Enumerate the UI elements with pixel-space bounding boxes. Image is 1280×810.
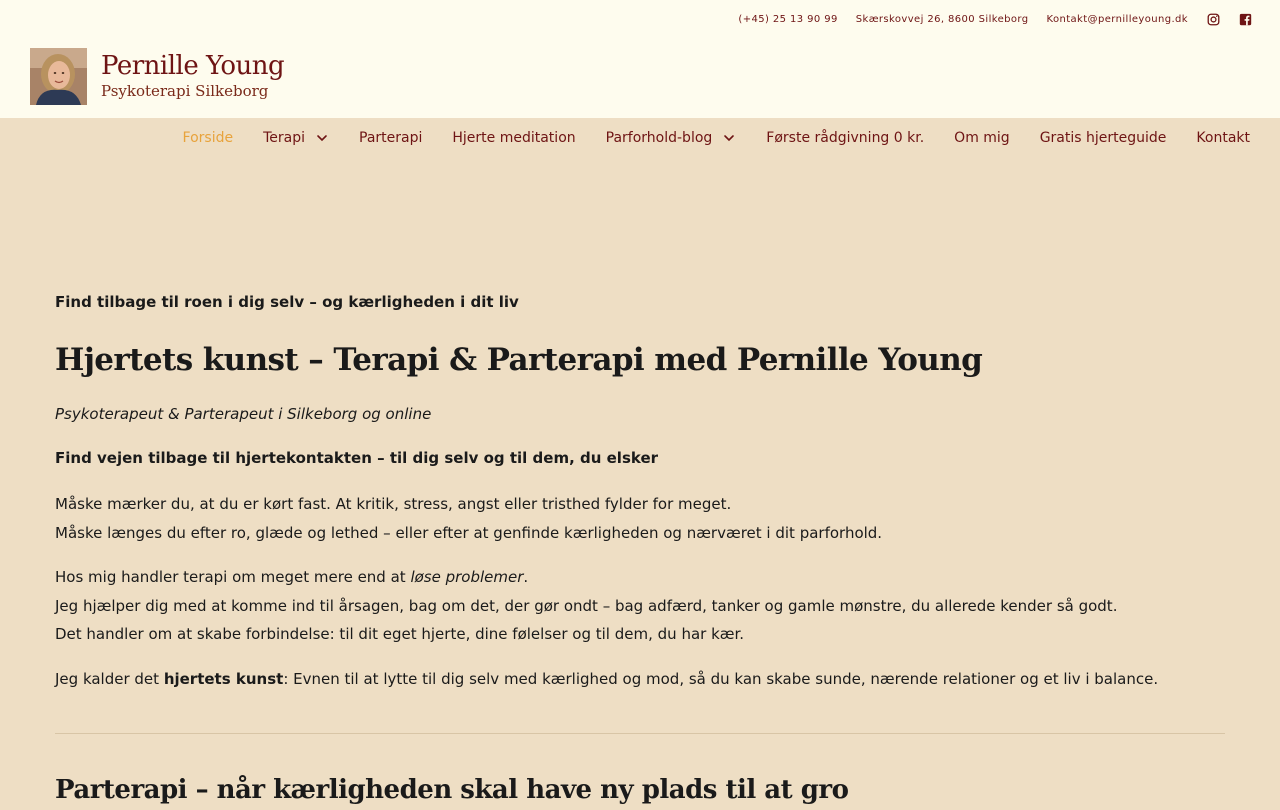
address-link[interactable]: Skærskovvej 26, 8600 Silkeborg xyxy=(855,13,1029,25)
intro-line: Måske længes du efter ro, glæde og lethed – eller efter at genfinde kærligheden og nærværet i dit parforhold. xyxy=(55,523,883,542)
heart-art-paragraph xyxy=(55,665,1225,694)
hero-kicker: Find tilbage til roen i dig selv – og kærligheden i dit liv xyxy=(55,293,519,311)
text-segment: Jeg kalder det xyxy=(55,669,164,688)
facebook-icon[interactable] xyxy=(1238,12,1252,26)
lead-text: Find vejen tilbage til hjertekontakten – til dig selv og til dem, du elsker xyxy=(55,449,659,467)
page-title: Hjertets kunst – Terapi & Parterapi med Pernille Young xyxy=(55,342,983,378)
section-title: Parterapi – når kærligheden skal have ny plads til at gro xyxy=(55,775,849,805)
instagram-icon[interactable] xyxy=(1206,12,1220,26)
therapy-paragraph xyxy=(55,563,1225,649)
chevron-down-icon[interactable] xyxy=(722,131,736,145)
phone-link[interactable]: (+45) 25 13 90 99 xyxy=(738,13,838,25)
nav-item-label: Første rådgivning 0 kr. xyxy=(766,130,925,146)
main-navigation xyxy=(0,118,1280,158)
nav-item-label: Gratis hjerteguide xyxy=(1039,130,1167,146)
nav-item-gratis-hjerteguide[interactable] xyxy=(1040,130,1167,146)
nav-item-label: Kontakt xyxy=(1196,130,1250,146)
bold-text: hjertets kunst xyxy=(163,669,284,688)
nav-item-label: Hjerte meditation xyxy=(452,130,576,146)
brand-text xyxy=(101,48,284,100)
nav-item-label: Forside xyxy=(182,130,234,146)
brand-name[interactable]: Pernille Young xyxy=(101,51,285,81)
intro-paragraph xyxy=(55,490,1225,547)
nav-item-label: Parterapi xyxy=(359,130,423,146)
emphasis-text: løse problemer xyxy=(410,568,524,586)
nav-item-label: Om mig xyxy=(954,130,1010,146)
nav-item-label: Terapi xyxy=(263,130,305,146)
therapy-line xyxy=(55,563,1225,592)
email-link[interactable]: Kontakt@pernilleyoung.dk xyxy=(1046,13,1188,25)
main-content xyxy=(55,290,1225,810)
text-segment: : Evnen til at lytte til dig selv med kærlighed og mod, så du kan skabe sunde, nærende relationer og et liv i balance. xyxy=(283,669,1159,688)
intro-line: Måske mærker du, at du er kørt fast. At kritik, stress, angst eller tristhed fylder for meget. xyxy=(55,495,732,513)
nav-item-parforhold-blog[interactable] xyxy=(606,130,737,146)
nav-item-forside[interactable] xyxy=(183,130,234,146)
nav-item-kontakt[interactable] xyxy=(1196,130,1250,146)
site-logo[interactable] xyxy=(30,48,284,105)
nav-item-forste-radgivning[interactable] xyxy=(766,130,924,146)
page-subtitle: Psykoterapeut & Parterapeut i Silkeborg og online xyxy=(55,405,432,423)
brand-subtitle: Psykoterapi Silkeborg xyxy=(101,82,269,100)
section-divider xyxy=(55,733,1225,734)
therapy-line: Det handler om at skabe forbindelse: til dit eget hjerte, dine følelser og til dem, du har kær. xyxy=(55,625,745,643)
avatar xyxy=(30,48,87,105)
nav-item-terapi[interactable] xyxy=(263,130,329,146)
nav-item-parterapi[interactable] xyxy=(359,130,422,146)
nav-item-om-mig[interactable] xyxy=(954,130,1010,146)
text-segment: . xyxy=(523,568,529,586)
chevron-down-icon[interactable] xyxy=(315,131,329,145)
therapy-line: Jeg hjælper dig med at komme ind til årsagen, bag om det, der gør ondt – bag adfærd, tanker og gamle mønstre, du allerede kender så godt. xyxy=(55,596,1118,615)
text-segment: Hos mig handler terapi om meget mere end at xyxy=(55,568,411,586)
contact-bar xyxy=(738,12,1252,26)
site-header xyxy=(0,0,1280,118)
nav-item-label: Parforhold-blog xyxy=(605,130,713,146)
nav-item-hjerte-meditation[interactable] xyxy=(452,130,575,146)
